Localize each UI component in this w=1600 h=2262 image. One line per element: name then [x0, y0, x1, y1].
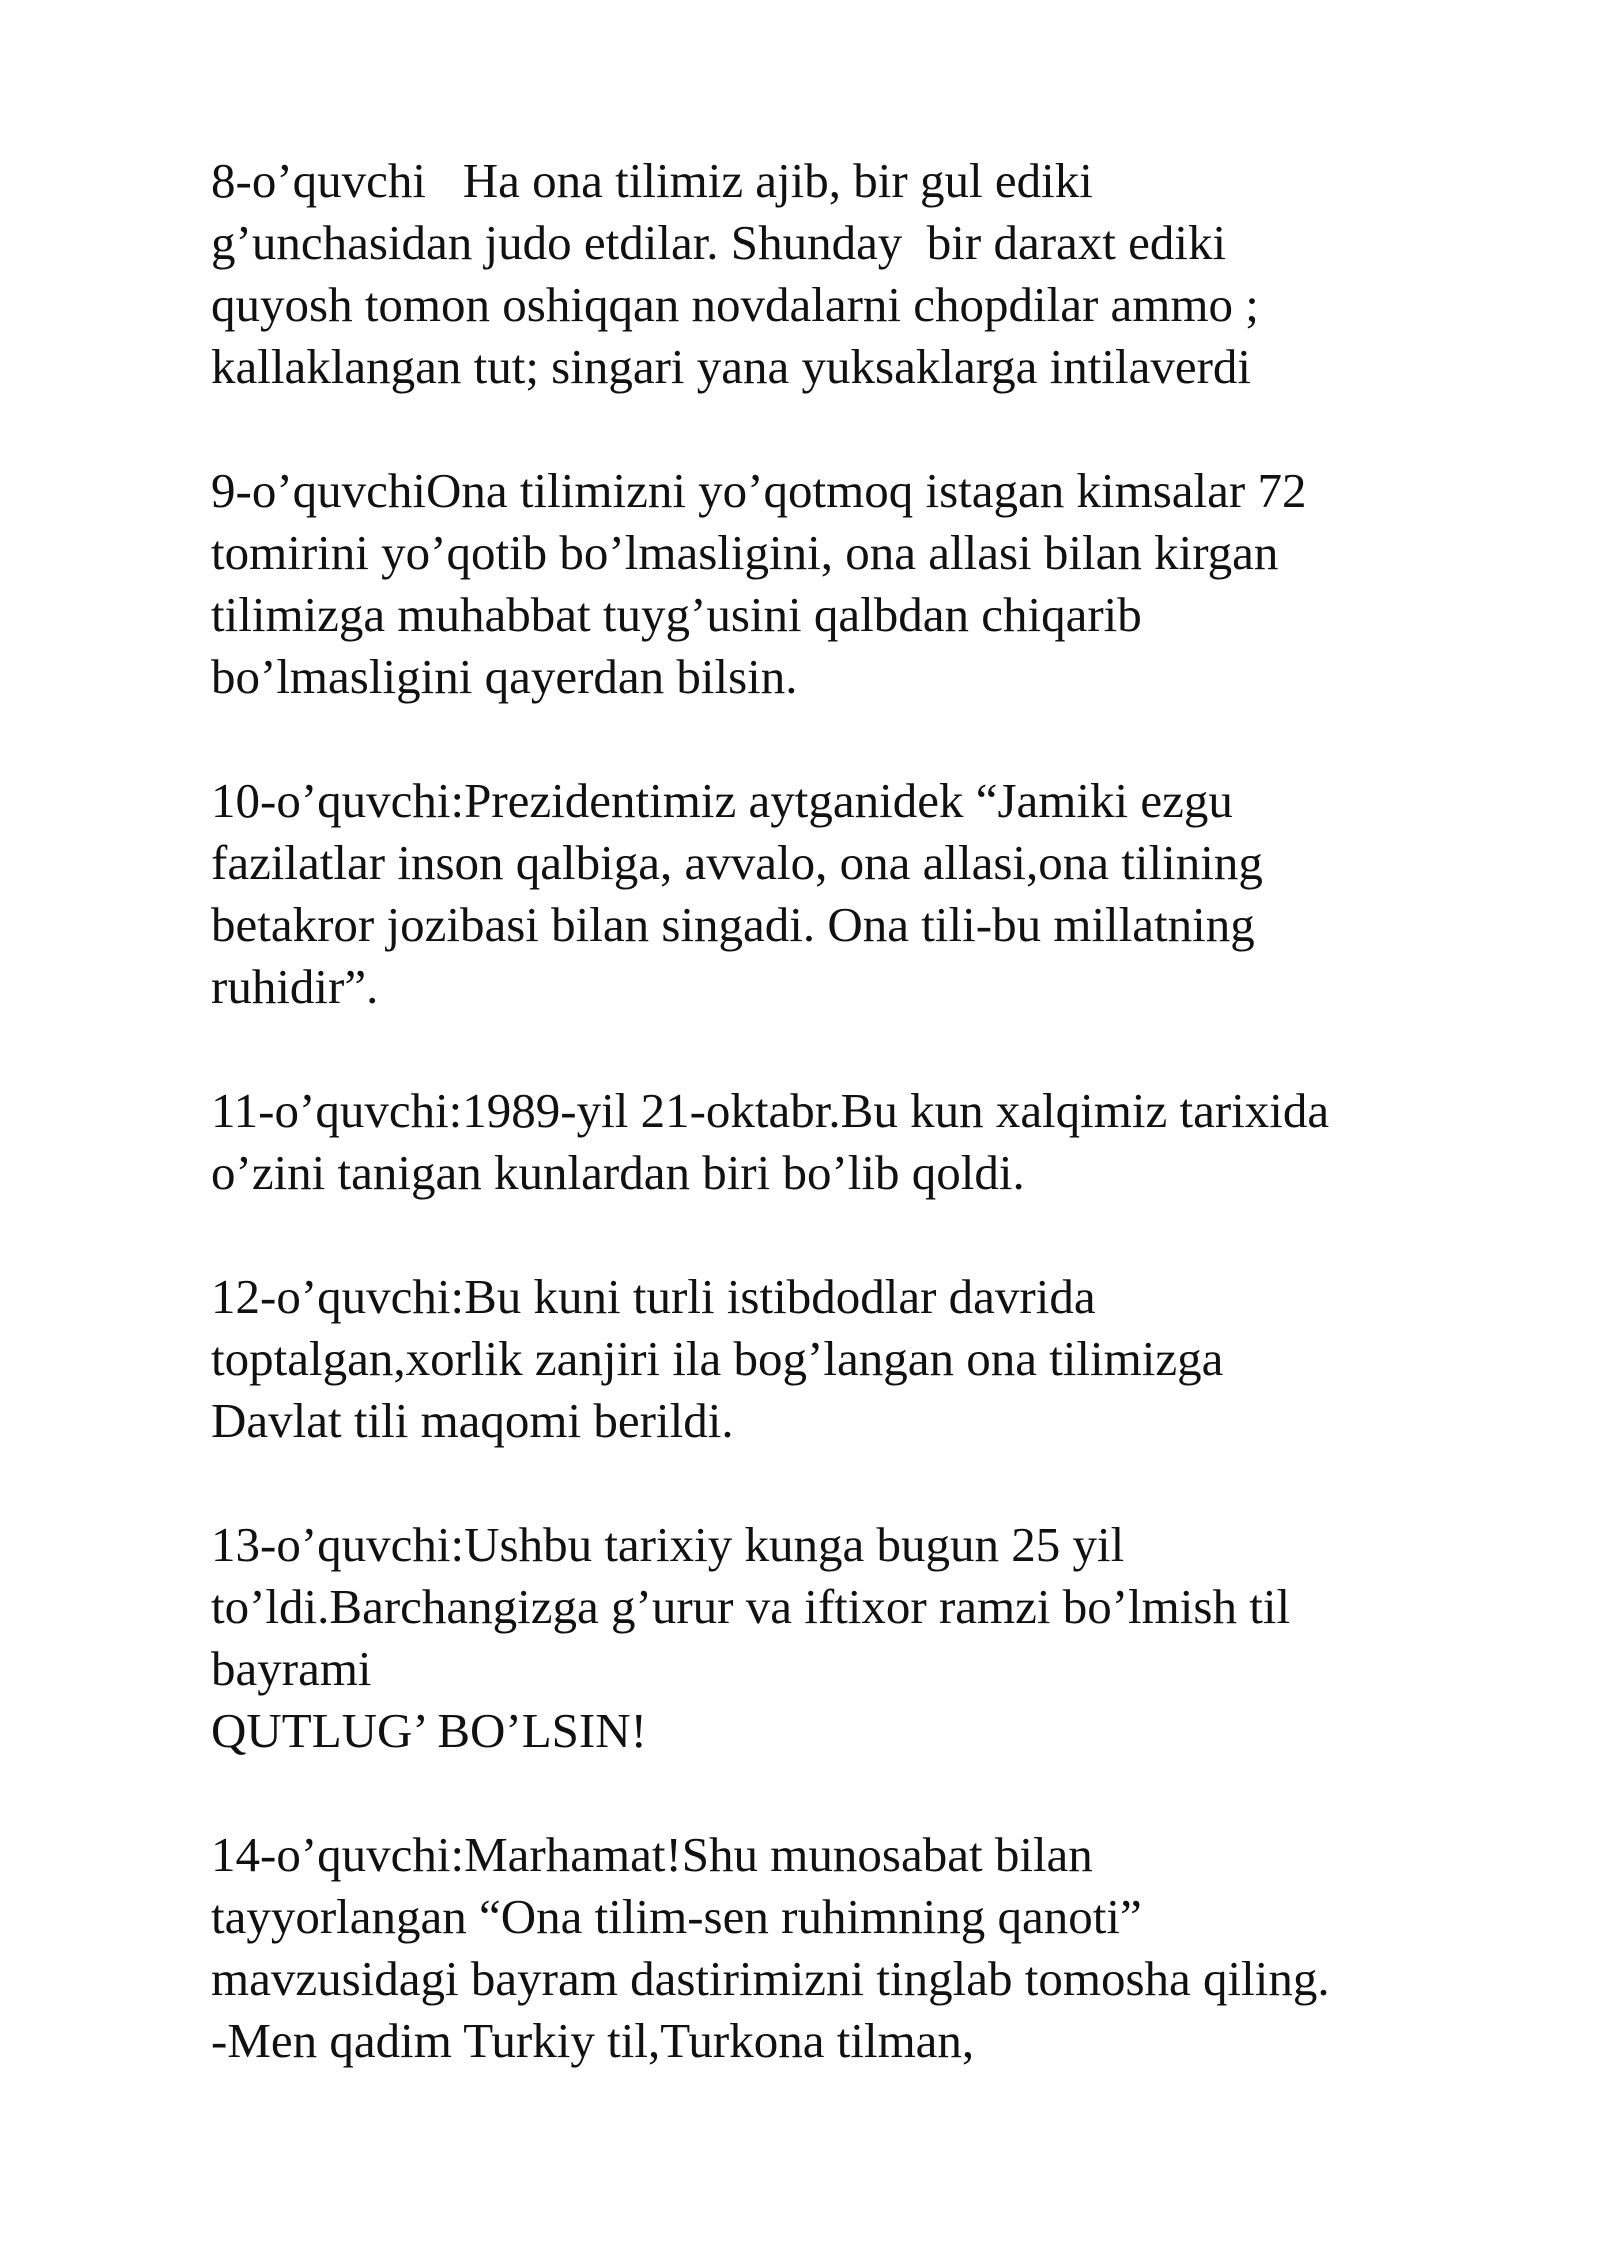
paragraph-reader-14 — [211, 1824, 1511, 2072]
text-line: to’ldi.Barchangizga g’urur va iftixor ramzi bo’lmish til — [211, 1579, 1291, 1634]
text-line: 12-o’quvchi:Bu kuni turli istibdodlar davrida — [211, 1269, 1096, 1324]
paragraph-reader-9 — [211, 460, 1511, 708]
text-line: tayyorlangan “Ona tilim-sen ruhimning qanoti” — [211, 1889, 1142, 1944]
text-line: tomirini yo’qotib bo’lmasligini, ona allasi bilan kirgan — [211, 525, 1279, 580]
text-line: Davlat tili maqomi berildi. — [211, 1393, 734, 1448]
text-line: kallaklangan tut; singari yana yuksaklarga intilaverdi — [211, 339, 1252, 394]
text-line: g’unchasidan judo etdilar. Shunday bir daraxt ediki — [211, 215, 1227, 270]
text-line: mavzusidagi bayram dastirimizni tinglab tomosha qiling. — [211, 1951, 1330, 2006]
text-line: 13-o’quvchi:Ushbu tarixiy kunga bugun 25 yil — [211, 1517, 1125, 1572]
text-line: 9-o’quvchiOna tilimizni yo’qotmoq istagan kimsalar 72 — [211, 463, 1307, 518]
text-line: -Men qadim Turkiy til,Turkona tilman, — [211, 2013, 975, 2068]
text-line: betakror jozibasi bilan singadi. Ona tili-bu millatning — [211, 897, 1255, 952]
text-line: QUTLUG’ BO’LSIN! — [211, 1703, 647, 1758]
text-line: 10-o’quvchi:Prezidentimiz aytganidek “Jamiki ezgu — [211, 773, 1233, 828]
text-line: ruhidir”. — [211, 959, 379, 1014]
text-line: bayrami — [211, 1641, 372, 1696]
text-line: o’zini tanigan kunlardan biri bo’lib qoldi. — [211, 1145, 1025, 1200]
text-line: 8-o’quvchi Ha ona tilimiz ajib, bir gul ediki — [211, 153, 1093, 208]
paragraph-reader-11 — [211, 1080, 1511, 1204]
text-line: 11-o’quvchi:1989-yil 21-oktabr.Bu kun xalqimiz tarixida — [211, 1083, 1330, 1138]
paragraph-reader-8 — [211, 150, 1511, 398]
paragraph-reader-13 — [211, 1514, 1511, 1762]
text-line: quyosh tomon oshiqqan novdalarni chopdilar ammo ; — [211, 277, 1259, 332]
text-line: fazilatlar inson qalbiga, avvalo, ona allasi,ona tilining — [211, 835, 1263, 890]
text-line: toptalgan,xorlik zanjiri ila bog’langan ona tilimizga — [211, 1331, 1224, 1386]
text-line: 14-o’quvchi:Marhamat!Shu munosabat bilan — [211, 1827, 1093, 1882]
paragraph-reader-10 — [211, 770, 1511, 1018]
paragraph-reader-12 — [211, 1266, 1511, 1452]
text-line: tilimizga muhabbat tuyg’usini qalbdan chiqarib — [211, 587, 1142, 642]
document-body — [211, 150, 1511, 2072]
text-line: bo’lmasligini qayerdan bilsin. — [211, 649, 798, 704]
